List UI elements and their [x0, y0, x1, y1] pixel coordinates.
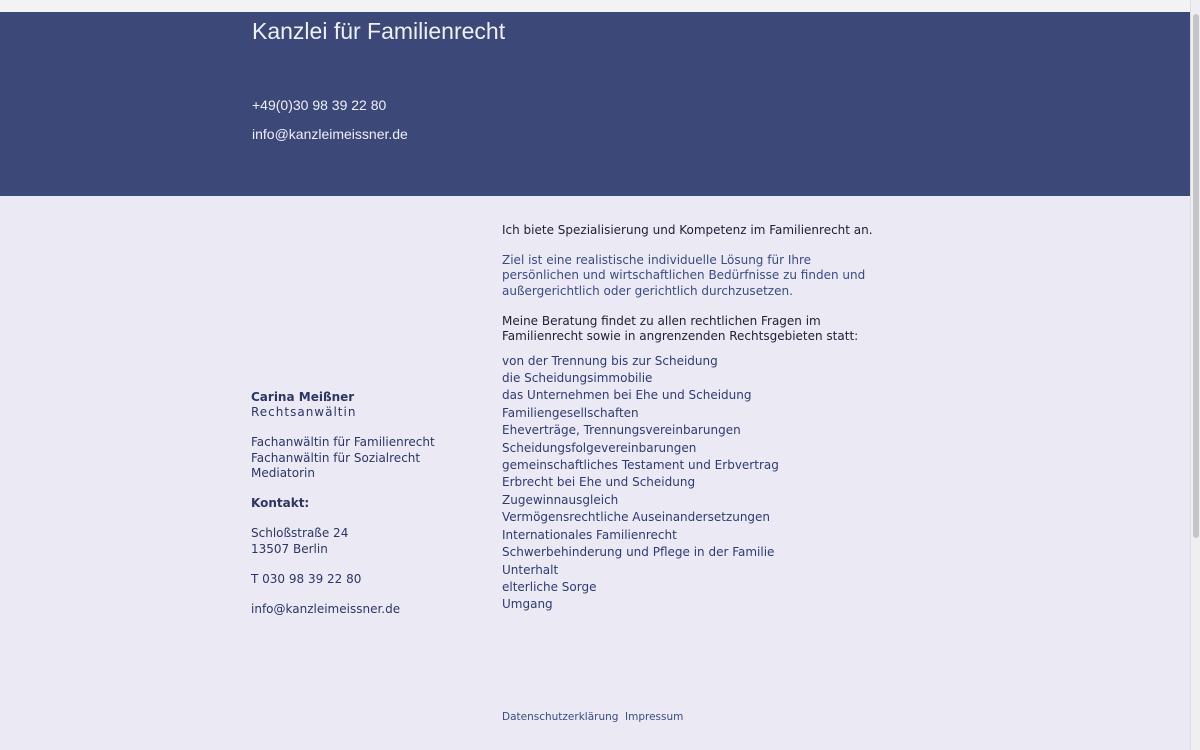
contact-phone: T 030 98 39 22 80 — [251, 571, 362, 586]
address-street: Schloßstraße 24 — [251, 526, 349, 541]
list-item: Familiengesellschaften — [502, 405, 639, 420]
list-item: Internationales Familienrecht — [502, 527, 677, 542]
page-scrollbar[interactable] — [1190, 0, 1200, 750]
qualification-social-law: Fachanwältin für Sozialrecht — [251, 450, 421, 465]
list-item: Schwerbehinderung und Pflege in der Familie — [502, 545, 775, 560]
list-item: Zugewinnausgleich — [502, 492, 619, 507]
topics-list — [502, 353, 882, 614]
list-item: die Scheidungsimmobilie — [502, 371, 653, 386]
list-item: gemeinschaftliches Testament und Erbvertrag — [502, 458, 779, 473]
scrollbar-thumb[interactable] — [1193, 14, 1199, 538]
address-city: 13507 Berlin — [251, 541, 328, 556]
main-content — [502, 223, 882, 614]
advice-text: Meine Beratung findet zu allen rechtlichen Fragen im Familienrecht sowie in angrenzenden Rechtsgebieten statt: — [502, 313, 859, 344]
imprint-link[interactable]: Impressum — [625, 711, 684, 723]
qualification-family-law: Fachanwältin für Familienrecht — [251, 435, 435, 450]
list-item: Scheidungsfolgevereinbarungen — [502, 440, 697, 455]
attorney-sidebar — [251, 390, 471, 617]
header-email-link[interactable]: info@kanzleimeissner.de — [252, 126, 408, 142]
list-item: Unterhalt — [502, 562, 559, 577]
goal-text: Ziel ist eine realistische individuelle Lösung für Ihre persönlichen und wirtschaftlichen Bedürfnisse zu finden und außergerichtlich oder gerichtlich durchzusetzen. — [502, 253, 866, 298]
header-phone-link[interactable]: +49(0)30 98 39 22 80 — [252, 97, 387, 113]
list-item: Umgang — [502, 597, 553, 612]
contact-email-link[interactable]: info@kanzleimeissner.de — [251, 601, 401, 616]
site-header — [0, 12, 1190, 196]
list-item: Eheverträge, Trennungsvereinbarungen — [502, 423, 741, 438]
list-item: Erbrecht bei Ehe und Scheidung — [502, 475, 696, 490]
list-item: Vermögensrechtliche Auseinandersetzungen — [502, 510, 771, 525]
list-item: das Unternehmen bei Ehe und Scheidung — [502, 388, 752, 403]
site-title: Kanzlei für Familienrecht — [252, 18, 506, 44]
list-item: elterliche Sorge — [502, 579, 597, 594]
list-item: von der Trennung bis zur Scheidung — [502, 353, 718, 368]
attorney-role: Rechtsanwältin — [251, 405, 357, 420]
qualification-mediator: Mediatorin — [251, 466, 315, 481]
attorney-name: Carina Meißner — [251, 390, 355, 404]
intro-text: Ich biete Spezialisierung und Kompetenz im Familienrecht an. — [502, 223, 873, 237]
contact-heading: Kontakt: — [251, 496, 310, 511]
privacy-policy-link[interactable]: Datenschutzerklärung — [502, 711, 619, 723]
